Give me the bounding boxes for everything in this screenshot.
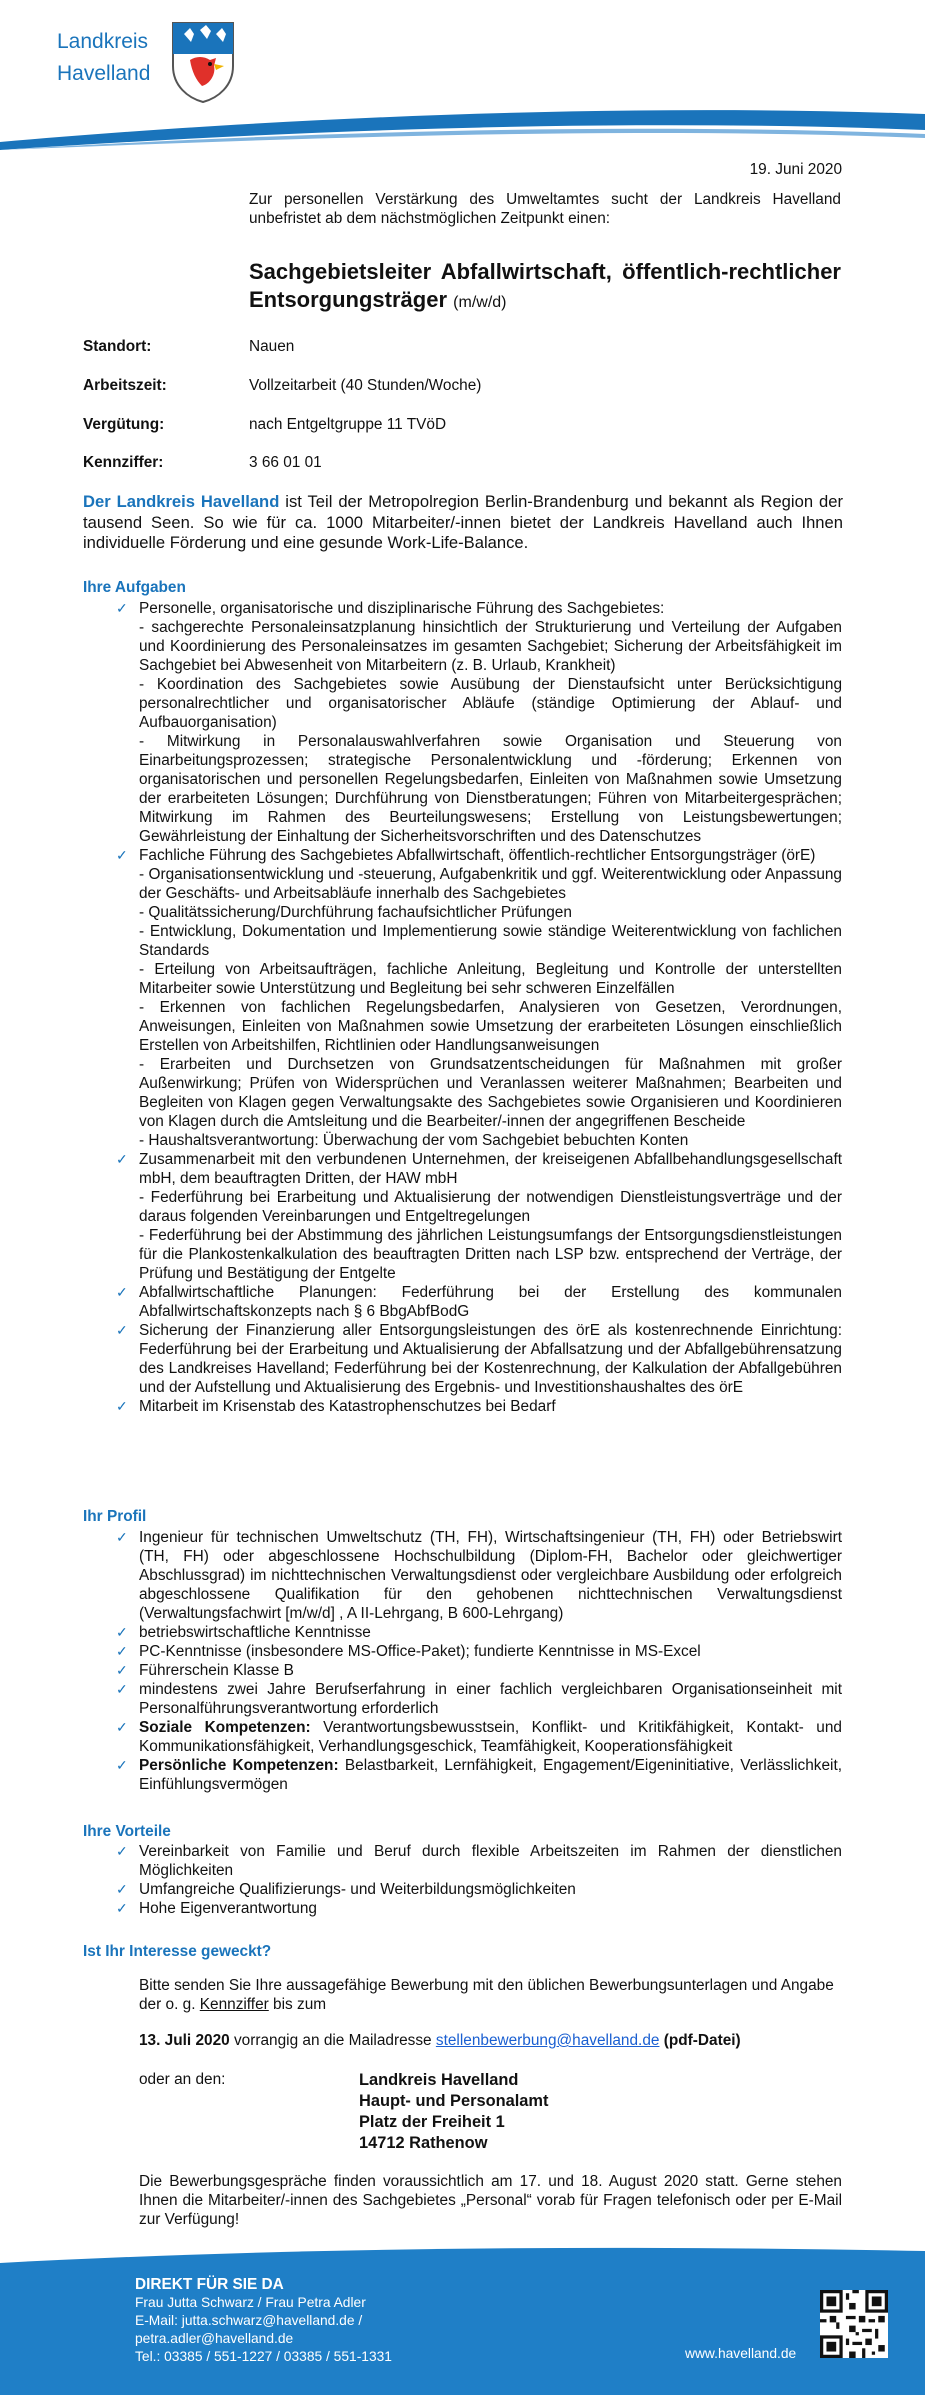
logo-wordmark xyxy=(57,26,150,90)
meta-value-arbeitszeit: Vollzeitarbeit (40 Stunden/Woche) xyxy=(249,377,482,394)
postal-address xyxy=(359,2070,548,2154)
pdf-note: (pdf-Datei) xyxy=(663,2032,741,2049)
item-text: Abfallwirtschaftliche Planungen: Federführung bei der Erstellung des kommunalen Abfallwirtschaftskonzepts nach § 6 BbgAbfBodG xyxy=(139,1284,842,1320)
checkmark-icon: ✓ xyxy=(116,1662,128,1678)
checkmark-icon: ✓ xyxy=(116,1843,128,1859)
sub-item: - sachgerechte Personaleinsatzplanung hinsichtlich der Strukturierung und Verteilung der Aufgaben und Koordinierung des Personaleinsatzes im gesamten Sachgebiet; Sicherung der Arbeitsfähigkeit im Sachgebiet bei Abwesenheit von Mitarbeitern (z. B. Urlaub, Krankheit) xyxy=(139,619,842,674)
meta-label-kennziffer: Kennziffer: xyxy=(83,454,164,471)
contact-heading: DIREKT FÜR SIE DA xyxy=(135,2276,284,2293)
sub-item: - Erteilung von Arbeitsaufträgen, fachliche Anleitung, Begleitung und Kontrolle der unterstellten Mitarbeiter sowie Unterstützung und Begleitung bei sehr schweren Einzelfällen xyxy=(139,961,842,997)
header-swoosh xyxy=(0,100,925,150)
list-item xyxy=(116,1661,842,1680)
checkmark-icon: ✓ xyxy=(116,1719,128,1735)
address-line: 14712 Rathenow xyxy=(359,2134,488,2152)
sub-item: - Mitwirkung in Personalauswahlverfahren sowie Organisation und Steuerung von Einarbeitungsprozessen; strategische Personalentwicklung und -förderung; Erkennen von organisatorischen und personellen Regelungsbedarfen, Einleiten von Maßnahmen sowie Umsetzung der erarbeiteten Lösungen; Durchführung von Dienstberatungen; Führen von Mitarbeitergesprächen; Mitwirkung im Rahmen des Beurteilungswesens; Erstellung von Leistungsbewertungen; Gewährleistung der Einhaltung der Sicherheitsvorschriften und des Datenschutzes xyxy=(139,733,842,845)
about-text: ist Teil der Metropolregion Berlin-Brandenburg und bekannt als Region der tausend Seen. So wie für ca. 1000 Mitarbeiter/-innen bietet der Landkreis Havelland auch Ihnen individuelle Förderung und eine gesunde Work-Life-Balance. xyxy=(83,492,843,552)
section-title-vorteile: Ihre Vorteile xyxy=(83,1823,171,1840)
meta-value-kennziffer: 3 66 01 01 xyxy=(249,454,322,471)
logo-line-1: Landkreis xyxy=(57,30,149,53)
list-item xyxy=(116,1642,842,1661)
profil-list xyxy=(116,1528,842,1794)
qr-code-icon xyxy=(820,2290,888,2358)
website-link[interactable]: www.havelland.de xyxy=(685,2346,797,2361)
checkmark-icon: ✓ xyxy=(116,600,128,616)
list-item xyxy=(116,846,842,1150)
contact-phone: Tel.: 03385 / 551-1227 / 03385 / 551-1331 xyxy=(135,2349,392,2364)
checkmark-icon: ✓ xyxy=(116,1284,128,1300)
list-item xyxy=(116,1623,842,1642)
address-line: Platz der Freiheit 1 xyxy=(359,2113,505,2131)
item-text: Belastbarkeit, Lernfähigkeit, Engagement/Eigeninitiative, Verlässlichkeit, Einfühlungsvermögen xyxy=(139,1757,842,1793)
checkmark-icon: ✓ xyxy=(116,1757,128,1773)
sub-item: - Haushaltsverantwortung: Überwachung der vom Sachgebiet bebuchten Konten xyxy=(139,1132,689,1149)
list-item xyxy=(116,1880,842,1899)
about-highlight: Der Landkreis Havelland xyxy=(83,492,280,511)
address-line: Haupt- und Personalamt xyxy=(359,2092,549,2110)
sub-item: - Organisationsentwicklung und -steuerung, Aufgabenkritik und ggf. Weiterentwicklung oder Anpassung der Geschäfts- und Arbeitsabläufe innerhalb des Sachgebietes xyxy=(139,866,842,902)
logo-line-2: Havelland xyxy=(57,62,151,85)
contact-names: Frau Jutta Schwarz / Frau Petra Adler xyxy=(135,2295,366,2310)
job-title-text: Sachgebietsleiter Abfallwirtschaft, öffentlich-rechtlicher Entsorgungsträger xyxy=(249,259,841,312)
item-text: mindestens zwei Jahre Berufserfahrung in einer fachlich vergleichbaren Organisationseinheit mit Personalführungsverantwortung erforderlich xyxy=(139,1681,842,1717)
sub-item: - Qualitätssicherung/Durchführung fachaufsichtlicher Prüfungen xyxy=(139,904,572,921)
checkmark-icon: ✓ xyxy=(116,1322,128,1338)
address-line: Landkreis Havelland xyxy=(359,2071,519,2089)
deadline-date: 13. Juli 2020 xyxy=(139,2032,230,2049)
checkmark-icon: ✓ xyxy=(116,1643,128,1659)
application-email-link[interactable]: stellenbewerbung@havelland.de xyxy=(435,2032,660,2049)
postal-block xyxy=(139,2070,842,2154)
item-bold: Persönliche Kompetenzen: xyxy=(139,1757,339,1774)
list-item xyxy=(116,1321,842,1397)
item-text: Verantwortungsbewusstsein, Konflikt- und Kritikfähigkeit, Kontakt- und Kommunikationsfähigkeit, Verhandlungsgeschick, Teamfähigkeit, Kooperationsfähigkeit xyxy=(139,1719,842,1755)
list-item xyxy=(116,1680,842,1718)
checkmark-icon: ✓ xyxy=(116,1900,128,1916)
application-text-end: bis zum xyxy=(268,1996,327,2013)
checkmark-icon: ✓ xyxy=(116,1398,128,1414)
sub-item: - Erarbeiten und Durchsetzen von Grundsatzentscheidungen für Maßnahmen mit großer Außenwirkung; Prüfen von Widersprüchen und Veranlassen weiterer Maßnahmen; Bearbeiten und Begleiten von Klagen gegen Verwaltungsakte des Sachgebietes sowie Organisieren und Koordinieren von Klagen durch die Amtsleitung und die Bearbeiter/-innen der angegriffenen Bescheide xyxy=(139,1056,842,1130)
kennziffer-link: Kennziffer xyxy=(199,1996,269,2013)
vorteile-list xyxy=(116,1842,842,1918)
section-title-aufgaben: Ihre Aufgaben xyxy=(83,579,186,596)
meta-label-standort: Standort: xyxy=(83,338,152,355)
or-label: oder an den: xyxy=(139,2071,226,2088)
meta-value-verguetung: nach Entgeltgruppe 11 TVöD xyxy=(249,416,447,433)
item-text: Ingenieur für technischen Umweltschutz (TH, FH), Wirtschaftsingenieur (TH, FH) oder Betriebswirt (TH, FH) oder abgeschlossene Hochschulbildung (Diplom-FH, Bachelor oder gleichwertiger Abschlussgrad) im nichttechnischen Verwaltungsdienst oder vergleichbare Ausbildung oder erfolgreich abgeschlossene Qualifikation für den gehobenen nichttechnischen Verwaltungsdienst (Verwaltungsfachwirt [m/w/d] , A II-Lehrgang, B 600-Lehrgang) xyxy=(139,1529,842,1622)
item-text: Sicherung der Finanzierung aller Entsorgungsleistungen des örE als kostenrechnende Einrichtung: Federführung bei der Erarbeitung und Aktualisierung der Abfallsatzung und der Abfallgebührensatzung des Landkreises Havelland; Federführung bei der Kostenrechnung, der Kalkulation der Abfallgebühren und der Aufstellung und Aktualisierung des Ergebnis- und Investitionshaushaltes des örE xyxy=(139,1322,842,1396)
application-paragraph xyxy=(139,1976,842,2014)
aufgaben-list xyxy=(116,599,842,1416)
sub-item: - Federführung bei der Abstimmung des jährlichen Leistungsumfangs der Entsorgungsdienstleistungen für die Plankostenkalkulation des beauftragten Dritten nach LSP bzw. entsprechend der Verträge, der Prüfung und Bestätigung der Entgelte xyxy=(139,1227,842,1282)
application-instructions xyxy=(139,1976,842,2229)
application-text: Bitte senden Sie Ihre aussagefähige Bewerbung mit den üblichen Bewerbungsunterlagen und Angabe der o. g. xyxy=(139,1977,834,2013)
item-text: Führerschein Klasse B xyxy=(139,1662,294,1679)
section-title-profil: Ihr Profil xyxy=(83,1508,147,1525)
list-item xyxy=(116,1283,842,1321)
item-text: Hohe Eigenverantwortung xyxy=(139,1900,317,1917)
item-text: betriebswirtschaftliche Kenntnisse xyxy=(139,1624,371,1641)
list-item xyxy=(116,1899,842,1918)
list-item xyxy=(116,1842,842,1880)
list-item xyxy=(116,599,842,846)
section-title-interesse: Ist Ihr Interesse geweckt? xyxy=(83,1943,272,1960)
sub-item: - Erkennen von fachlichen Regelungsbedarfen, Analysieren von Gesetzen, Verordnungen, Anweisungen, Einleiten von Maßnahmen sowie Umsetzung der erarbeiteten Lösungen einschließlich Erstellen von Arbeitshilfen, Richtlinien oder Handlungsanweisungen xyxy=(139,999,842,1054)
meta-value-standort: Nauen xyxy=(249,338,295,355)
closing-paragraph: Die Bewerbungsgespräche finden voraussichtlich am 17. und 18. August 2020 statt. Gerne stehen Ihnen die Mitarbeiter/-innen des Sachgebietes „Personal“ vorab für Fragen telefonisch oder per E-Mail zur Verfügung! xyxy=(139,2173,842,2228)
item-text: Fachliche Führung des Sachgebietes Abfallwirtschaft, öffentlich-rechtlicher Entsorgungsträger (örE) xyxy=(139,847,816,864)
checkmark-icon: ✓ xyxy=(116,847,128,863)
checkmark-icon: ✓ xyxy=(116,1881,128,1897)
about-paragraph xyxy=(83,492,843,554)
checkmark-icon: ✓ xyxy=(116,1624,128,1640)
item-bold: Soziale Kompetenzen: xyxy=(139,1719,311,1736)
list-item xyxy=(116,1718,842,1756)
job-title-suffix: (m/w/d) xyxy=(453,294,507,311)
contact-email-1: E-Mail: jutta.schwarz@havelland.de / xyxy=(135,2313,363,2328)
meta-label-verguetung: Vergütung: xyxy=(83,416,165,433)
list-item xyxy=(116,1397,842,1416)
list-item xyxy=(116,1150,842,1283)
deadline-text: vorrangig an die Mailadresse xyxy=(229,2032,436,2049)
item-text: PC-Kenntnisse (insbesondere MS-Office-Paket); fundierte Kenntnisse in MS-Excel xyxy=(139,1643,701,1660)
item-text: Mitarbeit im Krisenstab des Katastrophenschutzes bei Bedarf xyxy=(139,1398,556,1415)
item-text: Umfangreiche Qualifizierungs- und Weiterbildungsmöglichkeiten xyxy=(139,1881,576,1898)
intro-text: Zur personellen Verstärkung des Umweltamtes sucht der Landkreis Havelland unbefristet ab dem nächstmöglichen Zeitpunkt einen: xyxy=(249,191,841,227)
checkmark-icon: ✓ xyxy=(116,1151,128,1167)
sub-item: - Koordination des Sachgebietes sowie Ausübung der Dienstaufsicht unter Berücksichtigung personalrechtlicher und organisatorischer Abläufe (ständige Optimierung der Ablauf- und Aufbauorganisation) xyxy=(139,676,842,731)
deadline-line xyxy=(139,2031,842,2050)
checkmark-icon: ✓ xyxy=(116,1681,128,1697)
list-item xyxy=(116,1528,842,1623)
checkmark-icon: ✓ xyxy=(116,1529,128,1545)
coat-of-arms-icon xyxy=(170,20,236,104)
meta-label-arbeitszeit: Arbeitszeit: xyxy=(83,377,167,394)
contact-block xyxy=(135,2276,392,2366)
publication-date: 19. Juni 2020 xyxy=(749,161,842,178)
sub-item: - Entwicklung, Dokumentation und Implementierung sowie ständige Weiterentwicklung von fachlichen Standards xyxy=(139,923,842,959)
list-item xyxy=(116,1756,842,1794)
sub-item: - Federführung bei Erarbeitung und Aktualisierung der notwendigen Dienstleistungsverträge und der daraus folgenden Vereinbarungen und Entgeltregelungen xyxy=(139,1189,842,1225)
job-title xyxy=(249,258,841,317)
item-text: Zusammenarbeit mit den verbundenen Unternehmen, der kreiseigenen Abfallbehandlungsgesellschaft mbH, dem beauftragten Dritten, der HAW mbH xyxy=(139,1151,842,1187)
item-text: Personelle, organisatorische und disziplinarische Führung des Sachgebietes: xyxy=(139,600,665,617)
item-text: Vereinbarkeit von Familie und Beruf durch flexible Arbeitszeiten im Rahmen der dienstlichen Möglichkeiten xyxy=(139,1843,842,1879)
contact-email-2: petra.adler@havelland.de xyxy=(135,2331,294,2346)
